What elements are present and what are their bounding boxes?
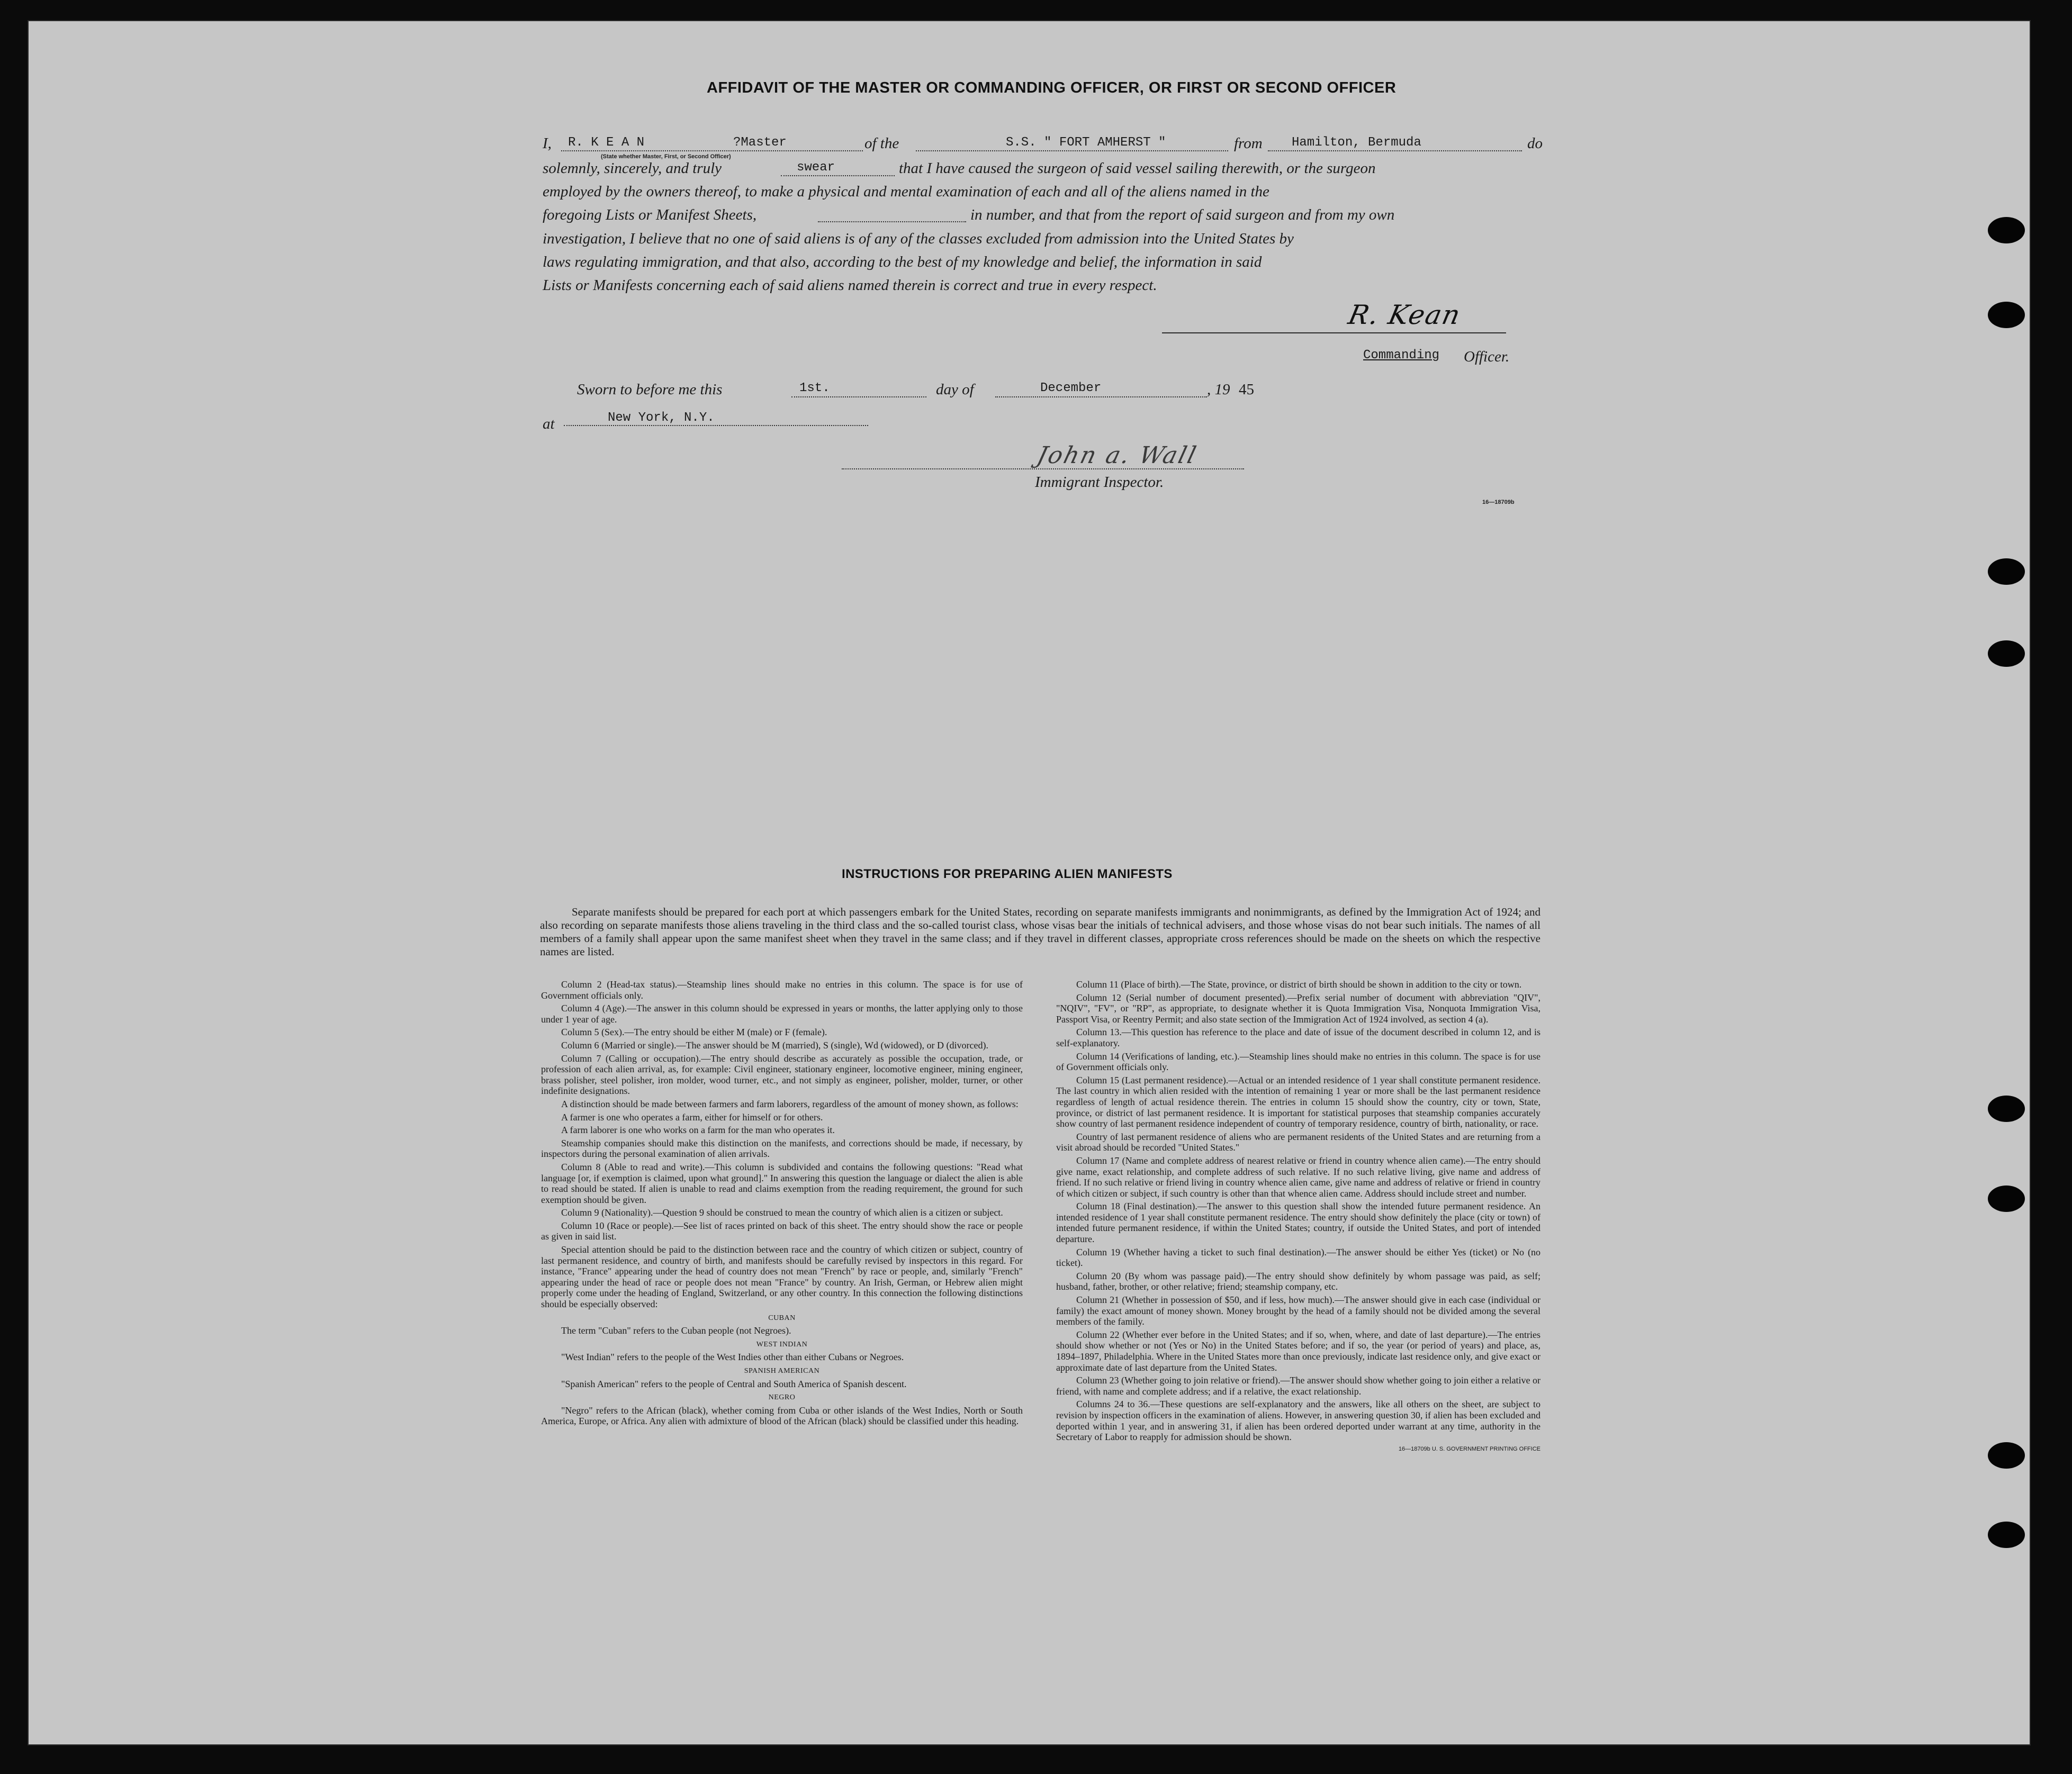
inspector-signature: John a. Wall <box>1034 442 1201 469</box>
binder-hole <box>1988 1442 2025 1469</box>
instructions-intro: Separate manifests should be prepared for each port at which passengers embark for the United States, recording on separate manifests immigrants and nonimmigrants, as defined by the Immigration Act of 1924; and also recording on separate manifests those aliens traveling in the third class and the so-called tourist class, whose visas bear the initials of technical advisers, and those whose visas do not bear such initials. The names of all members of a family shall appear upon the same manifest sheet when they travel in the same class; and if they travel in different classes, appropriate cross references should be made on the sheets on which the respective names are listed. <box>540 906 1541 958</box>
instruction-paragraph: Column 18 (Final destination).—The answer to this question shall show the intended future permanent residence. An intended residence of 1 year shall constitute permanent residence. The entry should show definitely the place (city or town) of intended future permanent residence, if within the United States; country, if outside the United States, and port of intended departure. <box>1056 1201 1541 1245</box>
instruction-paragraph: Column 13.—This question has reference to the place and date of issue of the document described in column 12, and is self-explanatory. <box>1056 1027 1541 1048</box>
binder-hole <box>1988 1522 2025 1548</box>
affidavit-line-3: employed by the owners thereof, to make a physical and mental examination of each and all of the aliens named in the <box>543 183 1269 200</box>
negro-text: "Negro" refers to the African (black), whether coming from Cuba or other islands of the West Indies, North or South America, Europe, or Africa. Any alien with admixture of blood of the African (black) should be classified under this heading. <box>541 1405 1023 1427</box>
instructions-left-column <box>541 979 1023 1429</box>
instruction-paragraph: Column 2 (Head-tax status).—Steamship lines should make no entries in this column. The space is for use of Government officials only. <box>541 979 1023 1001</box>
instruction-paragraph: Column 17 (Name and complete address of nearest relative or friend in country whence alien came).—The entry should give name, exact relationship, and complete address of such relative. If no such relative living, give name and address of friend. If no such relative or friend living in country whence alien came, give name and address of relative or friend in country of which citizen or subject, if such country is other than that whence alien came. Address should include street and number. <box>1056 1155 1541 1199</box>
oath-line <box>781 175 895 176</box>
instruction-paragraph: Column 9 (Nationality).—Question 9 should be construed to mean the country of which alien is a citizen or subject. <box>561 1207 1003 1218</box>
instruction-paragraph: Column 8 (Able to read and write).—This column is subdivided and contains the following questions: "Read what language [or, if exemption is claimed, upon what ground]." In answering this question the language or dialect the alien is able to read should be stated. If alien is unable to read and claims exemption from the reading requirement, the ground for such exemption should be given. <box>541 1161 1023 1205</box>
at-label: at <box>543 415 555 432</box>
officer-signature: R. Kean <box>1345 300 1464 330</box>
binder-hole <box>1988 1185 2025 1212</box>
instruction-paragraph: Column 21 (Whether in possession of $50, and if less, how much).—The answer should give in each case (individual or family) the exact amount of money shown. Money brought by the head of a family should not be divided among the several members of the family. <box>1056 1295 1541 1327</box>
instruction-paragraph: Column 15 (Last permanent residence).—Actual or an intended residence of 1 year shall constitute permanent residence. The last country in which alien resided with the intention of remaining 1 year or more shall be the last permanent residence regardless of length of actual residence therein. The entries in column 15 should show the country, city or town, State, province, or district of last permanent residence. It is important for statistical purposes that steamship companies accurately show country of last permanent residence independent of country of temporary residence, country of birth, nationality, or race. <box>1056 1074 1541 1129</box>
affidavit-title: AFFIDAVIT OF THE MASTER OR COMMANDING OFFICER, OR FIRST OR SECOND OFFICER <box>707 79 1397 96</box>
departure-port: Hamilton, Bermuda <box>1292 135 1421 150</box>
instruction-paragraph: Column 19 (Whether having a ticket to such final destination).—The answer should be either Yes (ticket) or No (no ticket). <box>1056 1246 1541 1269</box>
instruction-paragraph: Country of last permanent residence of aliens who are permanent residents of the United States and are returning from a visit abroad should be recorded "United States." <box>1056 1131 1541 1153</box>
instruction-paragraph: Special attention should be paid to the distinction between race and the country of which citizen or subject, country of last permanent residence, and country of birth, and manifests should be carefully revised by inspectors in this regard. For instance, "France" appearing under the head of country does not mean "French" by race or people, and, similarly "French" appearing under the head of race or people does not mean "France" by country. An Irish, German, or Hebrew alien might properly come under the heading of England, Switzerland, or any other country. In this connection the following distinctions should be especially observed: <box>541 1244 1023 1310</box>
instruction-paragraph: Column 6 (Married or single).—The answer should be M (married), S (single), Wd (widowed), or D (divorced). <box>561 1039 988 1051</box>
instruction-paragraph: Column 23 (Whether going to join relative or friend).—The answer should show whether going to join either a relative or friend, with name and complete address; and if a relative, the exact relationship. <box>1056 1375 1541 1397</box>
sworn-day-line <box>791 396 926 397</box>
master-rank: ?Master <box>733 135 787 150</box>
sworn-place: New York, N.Y. <box>608 411 715 425</box>
instruction-paragraph: Column 7 (Calling or occupation).—The entry should describe as accurately as possible the occupation, trade, or profession of each alien arrival, as, for example: Civil engineer, stationary engineer, locomotive engineer, mining engineer, brass polisher, steel polisher, iron molder, wood turner, etc., and not simply as engineer, polisher, molder, turner, or other indefinite designations. <box>541 1053 1023 1097</box>
printing-office-imprint: 16—18709b U. S. GOVERNMENT PRINTING OFFICE <box>1398 1445 1541 1452</box>
sworn-year: 45 <box>1239 381 1254 398</box>
name-line <box>561 150 863 151</box>
west-indian-text: "West Indian" refers to the people of the West Indies other than either Cubans or Negroes. <box>561 1352 904 1363</box>
instructions-title: INSTRUCTIONS FOR PREPARING ALIEN MANIFESTS <box>842 867 1173 881</box>
sheet-count-line <box>818 221 966 222</box>
officer-label: Officer. <box>1464 348 1510 365</box>
sworn-month-line <box>995 396 1207 397</box>
officer-signature-line <box>1162 332 1506 333</box>
instruction-paragraph: A distinction should be made between farmers and farm laborers, regardless of the amount of money shown, as follows: <box>561 1098 1019 1109</box>
instruction-paragraph: A farmer is one who operates a farm, either for himself or for others. <box>561 1111 823 1123</box>
binder-hole <box>1988 217 2025 243</box>
instruction-paragraph: Column 10 (Race or people).—See list of races printed on back of this sheet. The entry should show the race or people as given in said list. <box>541 1220 1023 1242</box>
rank-note: (State whether Master, First, or Second Officer) <box>601 153 731 160</box>
affidavit-line-5: investigation, I believe that no one of said aliens is of any of the classes excluded from admission into the United States by <box>543 230 1294 247</box>
instruction-paragraph: Steamship companies should make this distinction on the manifests, and corrections should be made, if necessary, by inspectors during the personal examination of alien arrivals. <box>541 1137 1023 1160</box>
affidavit-line-6: laws regulating immigration, and that also, according to the best of my knowledge and belief, the information in said <box>543 254 1262 270</box>
west-indian-heading: WEST INDIAN <box>756 1340 808 1348</box>
instruction-paragraph: Column 5 (Sex).—The entry should be either M (male) or F (female). <box>561 1027 827 1038</box>
binder-hole <box>1988 640 2025 667</box>
oath-word: swear <box>797 160 835 175</box>
vessel-line <box>916 150 1228 151</box>
instruction-paragraph: Column 22 (Whether ever before in the United States; and if so, when, where, and date of last departure).—The entries should show whether or not (Yes or No) in the United States before; and if so, the year (or period of years) and place, as, 1894–1897, Philadelphia. Where in the United States more than once previously, indicate last residence only, and give exact or approximate date of last departure from the United States. <box>1056 1329 1541 1373</box>
instruction-paragraph: Column 12 (Serial number of document presented).—Prefix serial number of document with abbreviation "QIV", "NQIV", "FV", or "RP", as appropriate, to designate whether it is Quota Immigration Visa, Nonquota Immigration Visa, Passport Visa, or Reentry Permit; and also state section of the Immigration Act of 1924 involved, as section 4 (a). <box>1056 992 1541 1025</box>
master-name: R. K E A N <box>568 135 645 150</box>
instruction-paragraph: A farm laborer is one who works on a farm for the man who operates it. <box>561 1125 835 1136</box>
instruction-paragraph: Column 14 (Verifications of landing, etc.).—Steamship lines should make no entries in this column. The space is for use of Government officials only. <box>1056 1051 1541 1073</box>
binder-hole <box>1988 1096 2025 1122</box>
vessel-name: S.S. " FORT AMHERST " <box>1006 135 1166 150</box>
negro-heading: NEGRO <box>768 1393 796 1402</box>
port-line <box>1268 150 1522 151</box>
binder-hole <box>1988 558 2025 585</box>
instructions-right-column <box>1056 979 1541 1456</box>
spanish-american-text: "Spanish American" refers to the people of Central and South America of Spanish descent. <box>561 1378 907 1389</box>
instruction-paragraph: Columns 24 to 36.—These questions are self-explanatory and the answers, like all others on the sheet, are subject to revision by inspection officers in the examination of aliens. However, in answering question 30, if alien has been excluded and deported within 1 year, and in answering 31, if alien has been ordered deported under warrant at any time, authority in the Secretary of Labor to reapply for admission should be shown. <box>1056 1399 1541 1443</box>
spanish-american-heading: SPANISH AMERICAN <box>744 1367 820 1375</box>
cuban-heading: CUBAN <box>768 1314 796 1322</box>
instruction-paragraph: Column 20 (By whom was passage paid).—The entry should show definitely by whom passage was paid, as self; husband, father, brother, or other relative; friend; steamship company, etc. <box>1056 1270 1541 1292</box>
inspector-label: Immigrant Inspector. <box>1035 474 1164 491</box>
cuban-text: The term "Cuban" refers to the Cuban people (not Negroes). <box>561 1325 791 1336</box>
binder-hole <box>1988 302 2025 328</box>
sworn-month: December <box>1040 381 1102 395</box>
instruction-paragraph: Column 11 (Place of birth).—The State, province, or district of birth should be shown in addition to the city or town. <box>1076 979 1522 990</box>
at-line <box>564 425 868 426</box>
sworn-day: 1st. <box>799 381 830 395</box>
form-number: 16—18709b <box>1482 499 1515 505</box>
officer-role: Commanding <box>1363 348 1440 363</box>
instruction-paragraph: Column 4 (Age).—The answer in this column should be expressed in years or months, the latter applying only to those under 1 year of age. <box>541 1003 1023 1025</box>
affidavit-line-7: Lists or Manifests concerning each of said aliens named therein is correct and true in every respect. <box>543 277 1157 294</box>
